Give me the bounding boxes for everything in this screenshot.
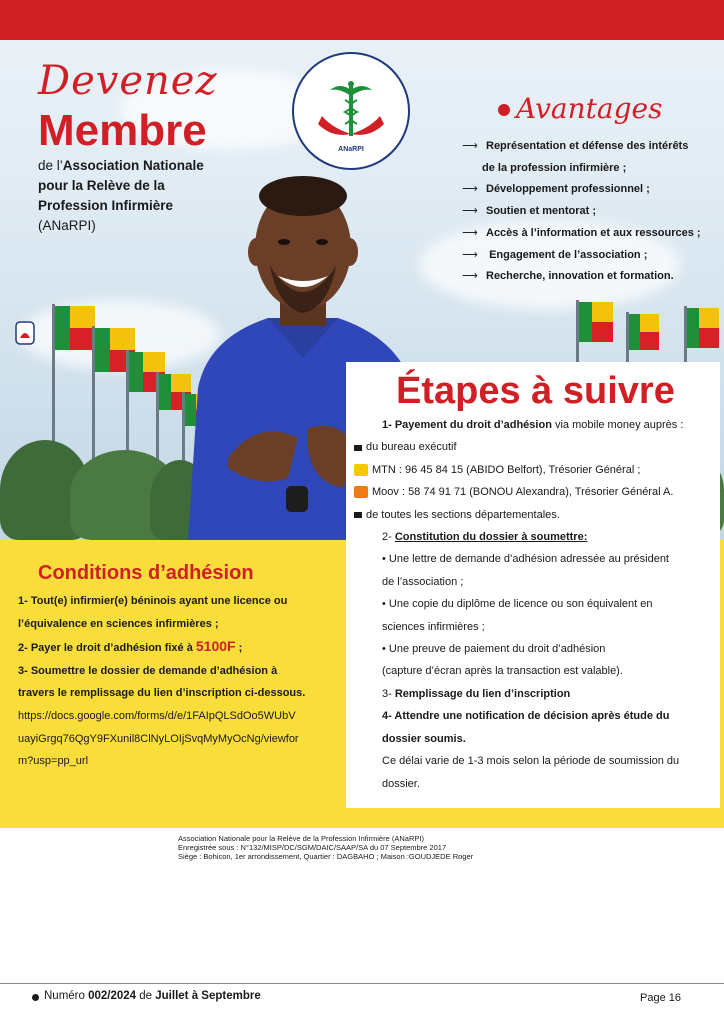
footer-divider <box>0 983 724 984</box>
mtn-logo-icon <box>354 464 368 476</box>
square-bullet-icon <box>354 512 362 518</box>
issue-info: Numéro 002/2024 de Juillet à Septembre <box>44 990 261 1002</box>
etapes-body: 1- Payement du droit d’adhésion via mobile money auprès : du bureau exécutif MTN : 96 45 84 15 (ABIDO Belfort), Trésorier Général ; Moov : 58 74 91 71 (BONOU Alexandra), Trésorier Général A. de toutes les sections départementales. 2- Constitution du dossier à soumettre: • Une lettre de demande d’adhésion adressée au président de l’association ; • Une copie du diplôme de licence ou son équivalent en sciences infirmières ; • Une preuve de paiement du droit d’adhésion (capture d’écran après la transaction est valable). 3- Remplissage du lien d’inscription 4- Attendre une notification de décision après étude du dossier soumis. Ce délai varie de 1-3 mois selon la période de soumission du dossier. <box>354 414 716 795</box>
list-item: ⟶ Accès à l’information et aux ressources ; <box>462 223 724 245</box>
price-amount: 5100F <box>195 638 236 655</box>
avantages-bullet-icon <box>498 104 510 116</box>
issue-bullet-icon <box>32 994 39 1001</box>
caduceus-icon <box>312 76 390 146</box>
list-item: ⟶ Développement professionnel ; <box>462 179 724 201</box>
logo-name: ANaRPI <box>338 146 364 153</box>
association-registration-info: Association Nationale pour la Relève de la Profession Infirmière (ANaRPI) Enregistrée sous : N°132/MISP/DC/SGM/DAIC/SAAP/SA du 07 Septembre 2017 Siège : Bohicon, 1er arrondissement, Quartier : DAGBAHO ; Maison :GOUDJEDE Roger <box>178 834 474 861</box>
square-bullet-icon <box>354 445 362 451</box>
conditions-list: 1- Tout(e) infirmier(e) béninois ayant une licence ou l’équivalence en sciences infirmières ; 2- Payer le droit d’adhésion fixé à 5100F ; 3- Soumettre le dossier de demande d’adhésion à travers le remplissage du lien d’inscription ci-dessous. https://docs.google.com/forms/d/e/1FAIpQLSdOo5WUbV uayiGrgq76QgY9FXunil8ClNyLOIjSvqMyMyOcNg/viewfor m?usp=pp_url <box>18 590 336 773</box>
list-item: ⟶ Recherche, innovation et formation. <box>462 266 724 288</box>
arrow-icon: ⟶ <box>462 248 478 261</box>
list-item: de la profession infirmière ; <box>482 161 627 174</box>
list-item: ⟶ Représentation et défense des intérêts <box>462 136 724 158</box>
list-item: ⟶ Soutien et mentorat ; <box>462 201 724 223</box>
list-item: ⟶ Engagement de l’association ; <box>462 245 724 267</box>
conditions-title: Conditions d’adhésion <box>38 562 254 584</box>
headline-devenez: Devenez <box>38 58 218 104</box>
small-badge-icon <box>14 318 36 348</box>
etapes-panel <box>346 362 720 808</box>
avantages-title: Avantages <box>516 92 663 125</box>
avantages-list <box>462 136 724 288</box>
top-red-bar <box>0 0 724 40</box>
arrow-icon: ⟶ <box>462 205 478 218</box>
arrow-icon: ⟶ <box>462 226 478 239</box>
headline-membre: Membre <box>38 106 207 155</box>
registration-link[interactable]: https://docs.google.com/forms/d/e/1FAIpQLSdOo5WUbV uayiGrgq76QgY9FXunil8ClNyLOIjSvqMyMyOcNg/viewfor m?usp=pp_url <box>18 709 299 768</box>
etapes-title: Étapes à suivre <box>396 370 675 412</box>
arrow-icon: ⟶ <box>462 183 478 196</box>
association-subtitle: de l’Association Nationale pour la Relève de la Profession Infirmière (ANaRPI) <box>38 158 204 233</box>
page-number: Page 16 <box>640 992 681 1004</box>
arrow-icon: ⟶ <box>462 270 478 283</box>
arrow-icon: ⟶ <box>462 140 478 152</box>
moov-logo-icon <box>354 486 368 498</box>
